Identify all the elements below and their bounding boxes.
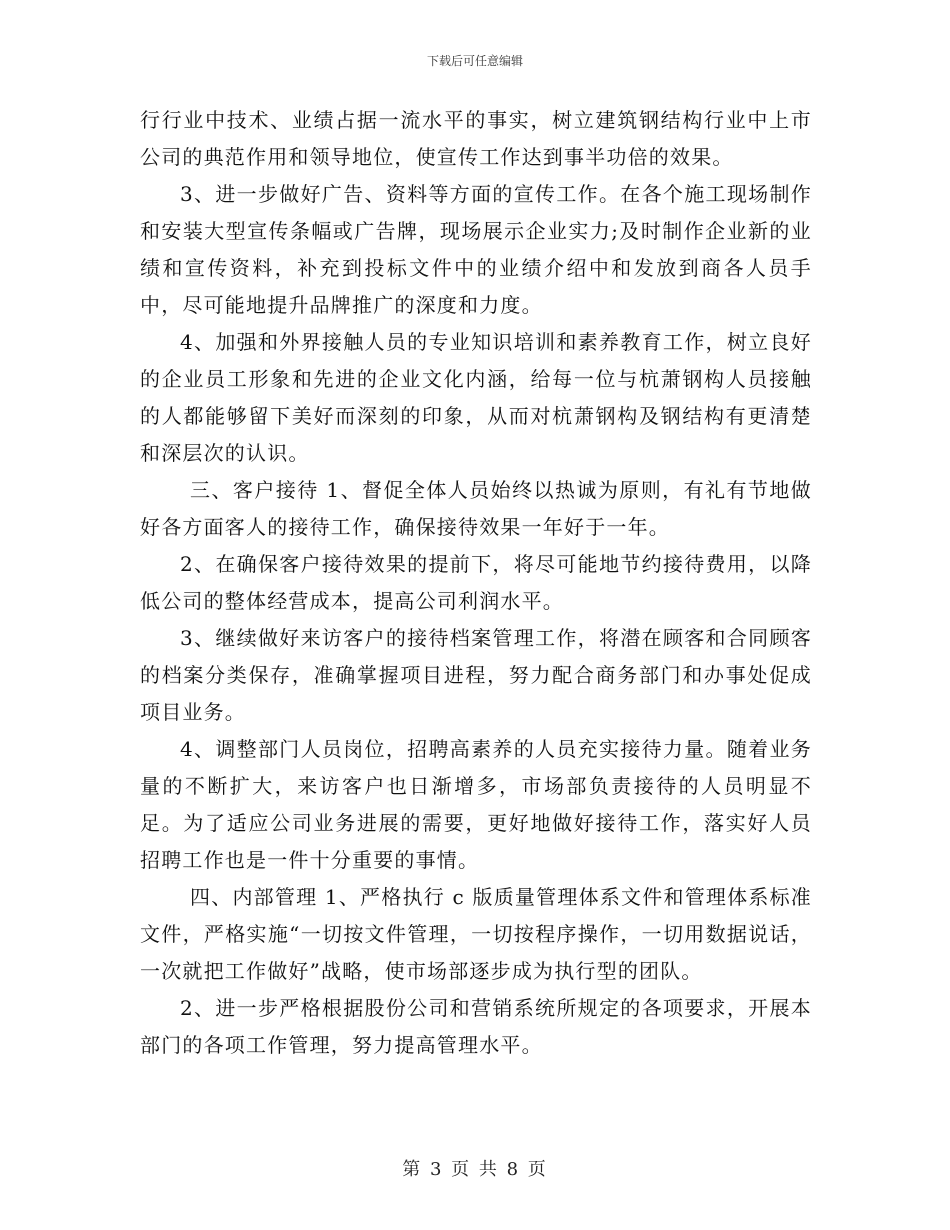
page-number-footer: 第 3 页 共 8 页 [402,1159,548,1180]
paragraph-management-item-2: 2、进一步严格根据股份公司和营销系统所规定的各项要求，开展本部门的各项工作管理，努力提高管理水平。 [140,996,812,1057]
document-body [140,102,812,1064]
paragraph-reception-item-4: 4、调整部门人员岗位，招聘高素养的人员充实接待力量。随着业务量的不断扩大，来访客户也日渐增多，市场部负责接待的人员明显不足。为了适应公司业务进展的需要，更好地做好接待工作，落实好人员招聘工作也是一件十分重要的事情。 [140,737,812,872]
paragraph-section-3-reception: 三、客户接待 1、督促全体人员始终以热诚为原则，有礼有节地做好各方面客人的接待工作，确保接待效果一年好于一年。 [140,478,812,539]
paragraph-section-4-management: 四、内部管理 1、严格执行 c 版质量管理体系文件和管理体系标准文件，严格实施“一切按文件管理，一切按程序操作，一切用数据说话，一次就把工作做好”战略，使市场部逐步成为执行型的团队。 [140,885,812,983]
page-header: 下载后可任意编辑 [426,54,523,68]
paragraph-item-4-training: 4、加强和外界接触人员的专业知识培训和素养教育工作，树立良好的企业员工形象和先进的企业文化内涵，给每一位与杭萧钢构人员接触的人都能够留下美好而深刻的印象，从而对杭萧钢构及钢结构有更清楚和深层次的认识。 [140,330,812,465]
paragraph-reception-item-2: 2、在确保客户接待效果的提前下，将尽可能地节约接待费用，以降低公司的整体经营成本，提高公司利润水平。 [140,552,812,613]
paragraph-continuation: 行行业中技术、业绩占据一流水平的事实，树立建筑钢结构行业中上市公司的典范作用和领导地位，使宣传工作达到事半功倍的效果。 [140,108,812,169]
paragraph-item-3-advertising: 3、进一步做好广告、资料等方面的宣传工作。在各个施工现场制作和安装大型宣传条幅或广告牌，现场展示企业实力;及时制作企业新的业绩和宣传资料，补充到投标文件中的业绩介绍中和发放到商各人员手中，尽可能地提升品牌推广的深度和力度。 [140,182,812,317]
paragraph-reception-item-3: 3、继续做好来访客户的接待档案管理工作，将潜在顾客和合同顾客的档案分类保存，准确掌握项目进程，努力配合商务部门和办事处促成项目业务。 [140,626,812,724]
